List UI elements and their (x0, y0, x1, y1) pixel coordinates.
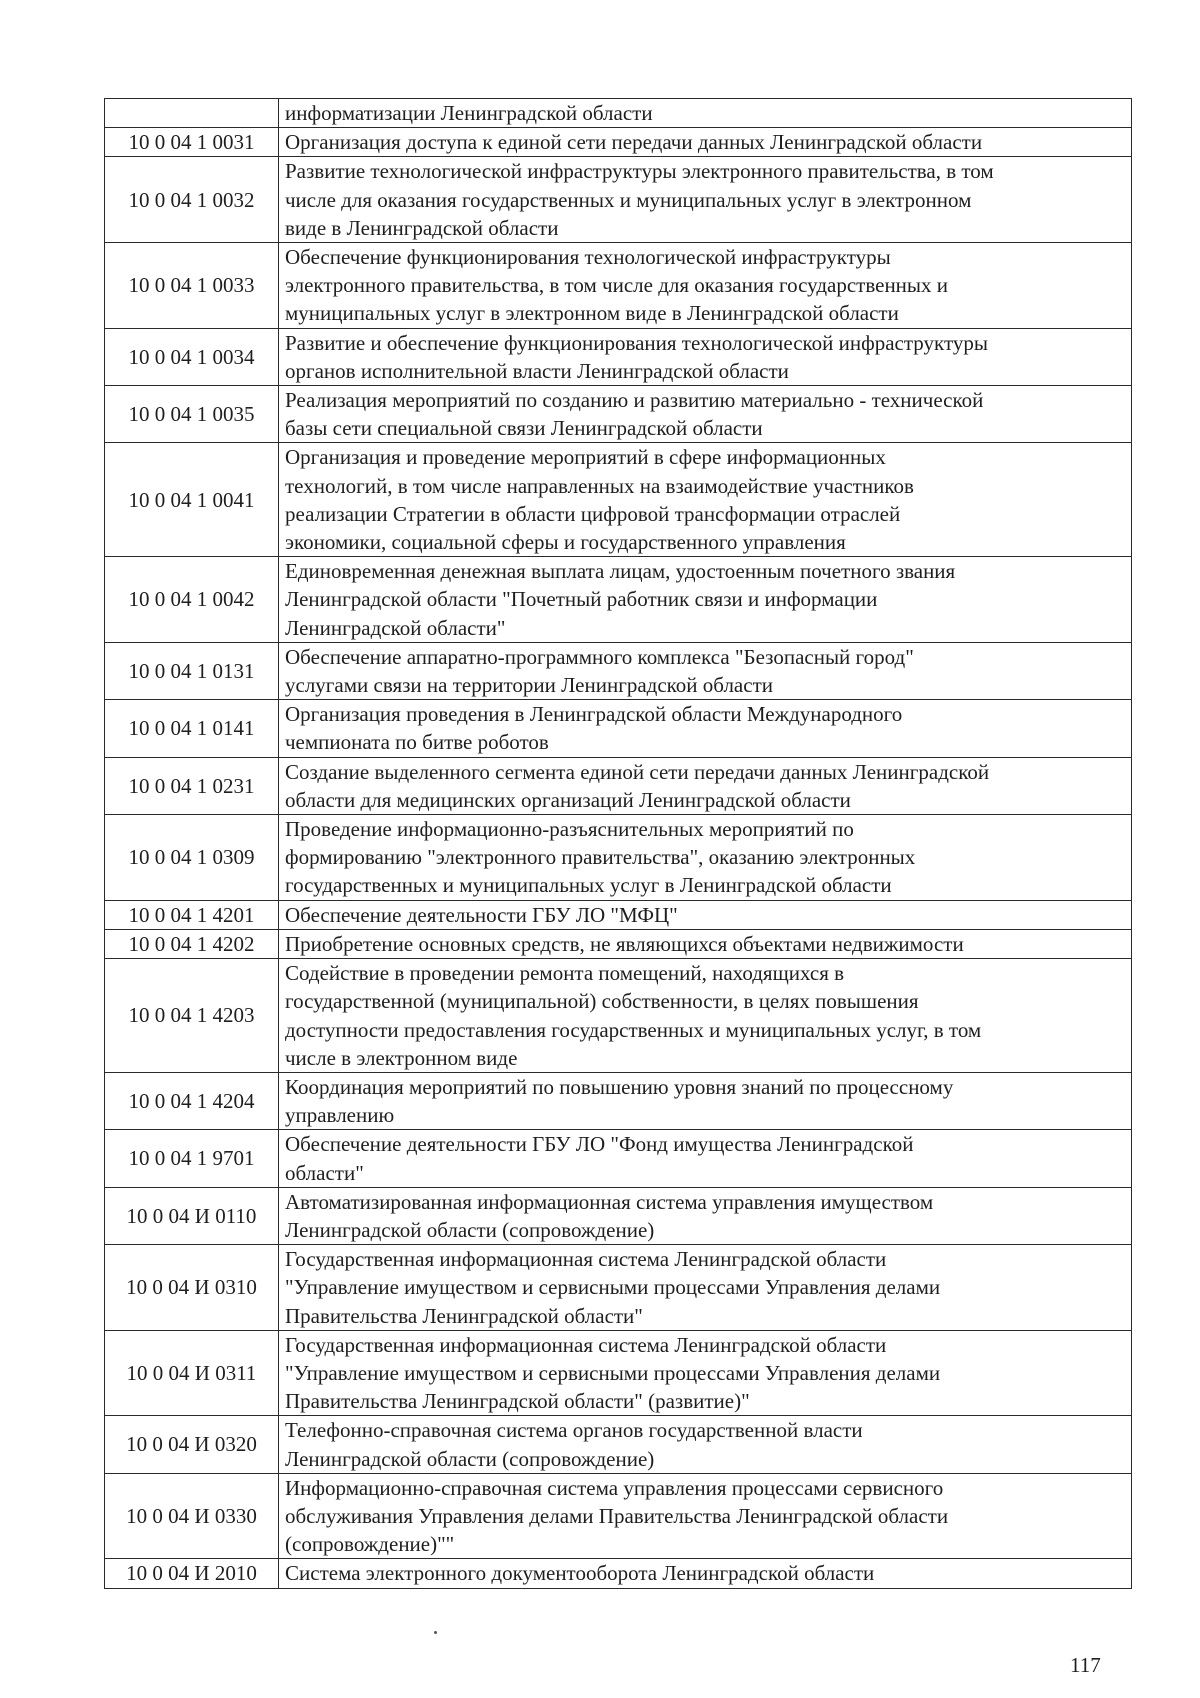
table-row (105, 700, 1132, 757)
budget-code-cell: 10 0 04 1 0032 (105, 157, 279, 243)
description-cell (279, 815, 1132, 901)
budget-code-cell: 10 0 04 И 0311 (105, 1330, 279, 1416)
description-cell (279, 959, 1132, 1073)
description-cell (279, 700, 1132, 757)
budget-codes-table (104, 98, 1132, 1589)
description-line: муниципальных услуг в электронном виде в Ленинградской области (285, 301, 899, 326)
description-cell (279, 243, 1132, 329)
table-row (105, 157, 1132, 243)
description-line: Содействие в проведении ремонта помещений, находящихся в (285, 961, 845, 986)
budget-code-cell: 10 0 04 1 0041 (105, 443, 279, 557)
budget-code-cell: 10 0 04 1 0035 (105, 386, 279, 443)
description-line: "Управление имуществом и сервисными процессами Управления делами (285, 1360, 941, 1385)
description-cell (279, 1245, 1132, 1331)
description-cell (279, 1187, 1132, 1244)
description-line: Развитие и обеспечение функционирования технологической инфраструктуры (285, 330, 988, 355)
table-body (105, 99, 1132, 1589)
description-line: электронного правительства, в том числе для оказания государственных и (285, 273, 949, 298)
description-line: управлению (285, 1103, 395, 1128)
budget-code-cell: 10 0 04 1 0042 (105, 557, 279, 643)
description-line: обслуживания Управления делами Правительства Ленинградской области (285, 1503, 949, 1528)
table-row (105, 1559, 1132, 1588)
description-cell (279, 1473, 1132, 1559)
description-line: услугами связи на территории Ленинградской области (285, 673, 773, 698)
budget-code-cell: 10 0 04 1 0141 (105, 700, 279, 757)
table-row (105, 557, 1132, 643)
description-line: Обеспечение деятельности ГБУ ЛО "МФЦ" (285, 902, 678, 927)
description-line: области" (285, 1160, 364, 1185)
description-line: Реализация мероприятий по созданию и развитию материально - технической (285, 388, 984, 413)
description-cell (279, 1416, 1132, 1473)
table-row (105, 1473, 1132, 1559)
description-line: Автоматизированная информационная система управления имуществом (285, 1189, 934, 1214)
description-cell (279, 1559, 1132, 1588)
description-cell (279, 328, 1132, 385)
description-line: Ленинградской области" (285, 615, 506, 640)
description-line: (сопровождение)"" (285, 1532, 455, 1557)
description-line: Ленинградской области (сопровождение) (285, 1217, 655, 1242)
description-cell (279, 99, 1132, 128)
budget-code-cell: 10 0 04 1 0309 (105, 815, 279, 901)
budget-code-cell: 10 0 04 1 0131 (105, 642, 279, 699)
budget-code-cell: 10 0 04 И 0110 (105, 1187, 279, 1244)
budget-code-cell: 10 0 04 1 4202 (105, 929, 279, 958)
description-line: Обеспечение функционирования технологической инфраструктуры (285, 245, 891, 270)
description-cell (279, 557, 1132, 643)
table-row (105, 386, 1132, 443)
description-line: "Управление имуществом и сервисными процессами Управления делами (285, 1275, 941, 1300)
description-line: Создание выделенного сегмента единой сети передачи данных Ленинградской (285, 759, 990, 784)
description-line: чемпионата по битве роботов (285, 730, 549, 755)
description-cell (279, 386, 1132, 443)
description-line: базы сети специальной связи Ленинградской области (285, 416, 763, 441)
description-cell (279, 128, 1132, 157)
description-line: Обеспечение аппаратно-программного комплекса "Безопасный город" (285, 644, 914, 669)
page-number: 117 (1070, 1653, 1101, 1677)
table-row (105, 815, 1132, 901)
table-row (105, 959, 1132, 1073)
budget-code-cell: 10 0 04 1 4204 (105, 1072, 279, 1129)
budget-code-cell: 10 0 04 1 0034 (105, 328, 279, 385)
budget-code-cell: 10 0 04 1 0033 (105, 243, 279, 329)
table-row (105, 1130, 1132, 1187)
description-line: Система электронного документооборота Ленинградской области (285, 1561, 875, 1586)
table-row (105, 642, 1132, 699)
table-row (105, 1187, 1132, 1244)
description-line: Единовременная денежная выплата лицам, удостоенным почетного звания (285, 559, 956, 584)
description-line: Приобретение основных средств, не являющихся объектами недвижимости (285, 931, 964, 956)
description-line: экономики, социальной сферы и государственного управления (285, 530, 846, 555)
budget-code-cell: 10 0 04 И 0330 (105, 1473, 279, 1559)
description-line: Ленинградской области "Почетный работник связи и информации (285, 587, 878, 612)
budget-code-cell: 10 0 04 И 0310 (105, 1245, 279, 1331)
table-row (105, 443, 1132, 557)
budget-code-cell: 10 0 04 И 0320 (105, 1416, 279, 1473)
table-row (105, 128, 1132, 157)
description-line: числе в электронном виде (285, 1045, 518, 1070)
description-line: числе для оказания государственных и муниципальных услуг в электронном (285, 187, 972, 212)
description-cell (279, 900, 1132, 929)
description-cell (279, 1130, 1132, 1187)
description-line: доступности предоставления государственных и муниципальных услуг, в том (285, 1017, 982, 1042)
budget-code-cell (105, 99, 279, 128)
table-row (105, 900, 1132, 929)
description-line: формированию "электронного правительства", оказанию электронных (285, 845, 916, 870)
description-line: Развитие технологической инфраструктуры электронного правительства, в том (285, 159, 994, 184)
table-row (105, 328, 1132, 385)
description-line: Государственная информационная система Ленинградской области (285, 1247, 887, 1272)
description-line: виде в Ленинградской области (285, 215, 559, 240)
description-line: Координация мероприятий по повышению уровня знаний по процессному (285, 1074, 954, 1099)
description-line: органов исполнительной власти Ленинградской области (285, 358, 789, 383)
budget-code-cell: 10 0 04 1 0231 (105, 757, 279, 814)
budget-code-cell: 10 0 04 1 0031 (105, 128, 279, 157)
description-line: технологий, в том числе направленных на взаимодействие участников (285, 473, 914, 498)
description-cell (279, 1330, 1132, 1416)
table-row (105, 243, 1132, 329)
scan-dot (434, 1631, 437, 1634)
budget-code-cell: 10 0 04 1 4203 (105, 959, 279, 1073)
description-cell (279, 157, 1132, 243)
description-cell (279, 929, 1132, 958)
description-line: Организация и проведение мероприятий в сфере информационных (285, 445, 886, 470)
description-line: Телефонно-справочная система органов государственной власти (285, 1418, 863, 1443)
description-cell (279, 1072, 1132, 1129)
description-line: Информационно-справочная система управления процессами сервисного (285, 1475, 944, 1500)
table-row (105, 1416, 1132, 1473)
description-line: Обеспечение деятельности ГБУ ЛО "Фонд имущества Ленинградской (285, 1132, 914, 1157)
description-line: области для медицинских организаций Ленинградской области (285, 787, 851, 812)
table-row (105, 1330, 1132, 1416)
description-line: Правительства Ленинградской области" (развитие)" (285, 1389, 750, 1414)
budget-code-cell: 10 0 04 1 9701 (105, 1130, 279, 1187)
description-line: Государственная информационная система Ленинградской области (285, 1332, 887, 1357)
description-line: государственных и муниципальных услуг в Ленинградской области (285, 873, 892, 898)
table-row (105, 99, 1132, 128)
description-line: Проведение информационно-разъяснительных мероприятий по (285, 817, 854, 842)
description-line: Организация доступа к единой сети передачи данных Ленинградской области (285, 130, 983, 155)
description-line: Организация проведения в Ленинградской области Международного (285, 702, 903, 727)
table-row (105, 757, 1132, 814)
description-line: информатизации Ленинградской области (285, 101, 653, 125)
description-line: реализации Стратегии в области цифровой трансформации отраслей (285, 501, 901, 526)
table-row (105, 1072, 1132, 1129)
description-cell (279, 642, 1132, 699)
budget-code-cell: 10 0 04 1 4201 (105, 900, 279, 929)
description-cell (279, 757, 1132, 814)
description-cell (279, 443, 1132, 557)
description-line: Правительства Ленинградской области" (285, 1303, 643, 1328)
table-row (105, 1245, 1132, 1331)
budget-code-cell: 10 0 04 И 2010 (105, 1559, 279, 1588)
description-line: Ленинградской области (сопровождение) (285, 1446, 655, 1471)
description-line: государственной (муниципальной) собственности, в целях повышения (285, 989, 919, 1014)
table-row (105, 929, 1132, 958)
